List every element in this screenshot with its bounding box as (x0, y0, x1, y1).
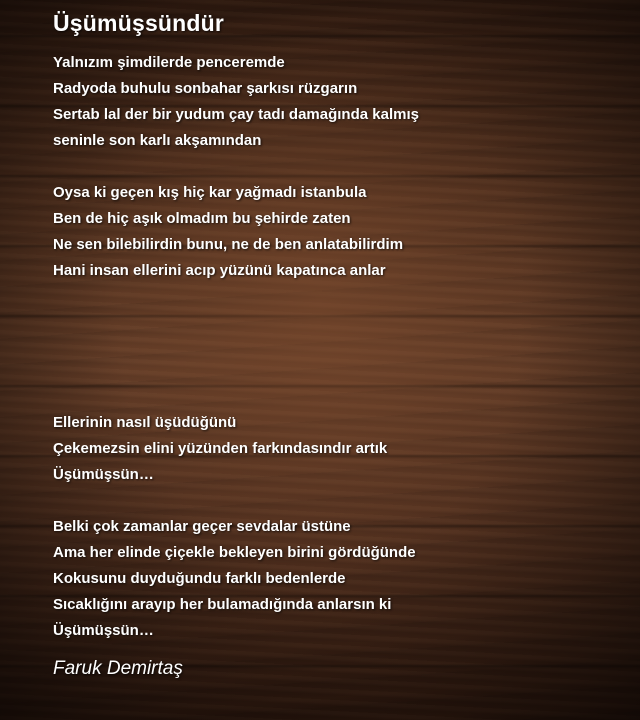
poem-line: Ben de hiç aşık olmadım bu şehirde zaten (53, 210, 351, 227)
poem-line: Belki çok zamanlar geçer sevdalar üstüne (53, 518, 351, 535)
poem-line: Sertab lal der bir yudum çay tadı damağında kalmış (53, 106, 419, 123)
poem-title: Üşümüşsündür (53, 10, 225, 36)
stanza-3 (53, 410, 387, 488)
stanza-4 (53, 514, 416, 644)
poem-line: Yalnızım şimdilerde penceremde (53, 54, 285, 71)
stanza-2 (53, 180, 403, 284)
poem-line: Radyoda buhulu sonbahar şarkısı rüzgarın (53, 80, 358, 97)
poem-line: Kokusunu duyduğundu farklı bedenlerde (53, 570, 346, 587)
poem-line: Üşümüşsün… (53, 466, 154, 483)
poem-line: Sıcaklığını arayıp her bulamadığında anlarsın ki (53, 596, 392, 613)
poem-line: Çekemezsin elini yüzünden farkındasındır artık (53, 440, 388, 457)
poem-line: Ellerinin nasıl üşüdüğünü (53, 414, 237, 431)
poem-line: seninle son karlı akşamından (53, 132, 262, 149)
poem-line: Üşümüşsün… (53, 622, 154, 639)
author-name: Faruk Demirtaş (53, 658, 183, 679)
poem-line: Hani insan ellerini acıp yüzünü kapatınca anlar (53, 262, 386, 279)
poem-line: Ne sen bilebilirdin bunu, ne de ben anlatabilirdim (53, 236, 404, 253)
stanza-1 (53, 50, 419, 154)
poem-line: Ama her elinde çiçekle bekleyen birini gördüğünde (53, 544, 416, 561)
poem-line: Oysa ki geçen kış hiç kar yağmadı istanbula (53, 184, 367, 201)
